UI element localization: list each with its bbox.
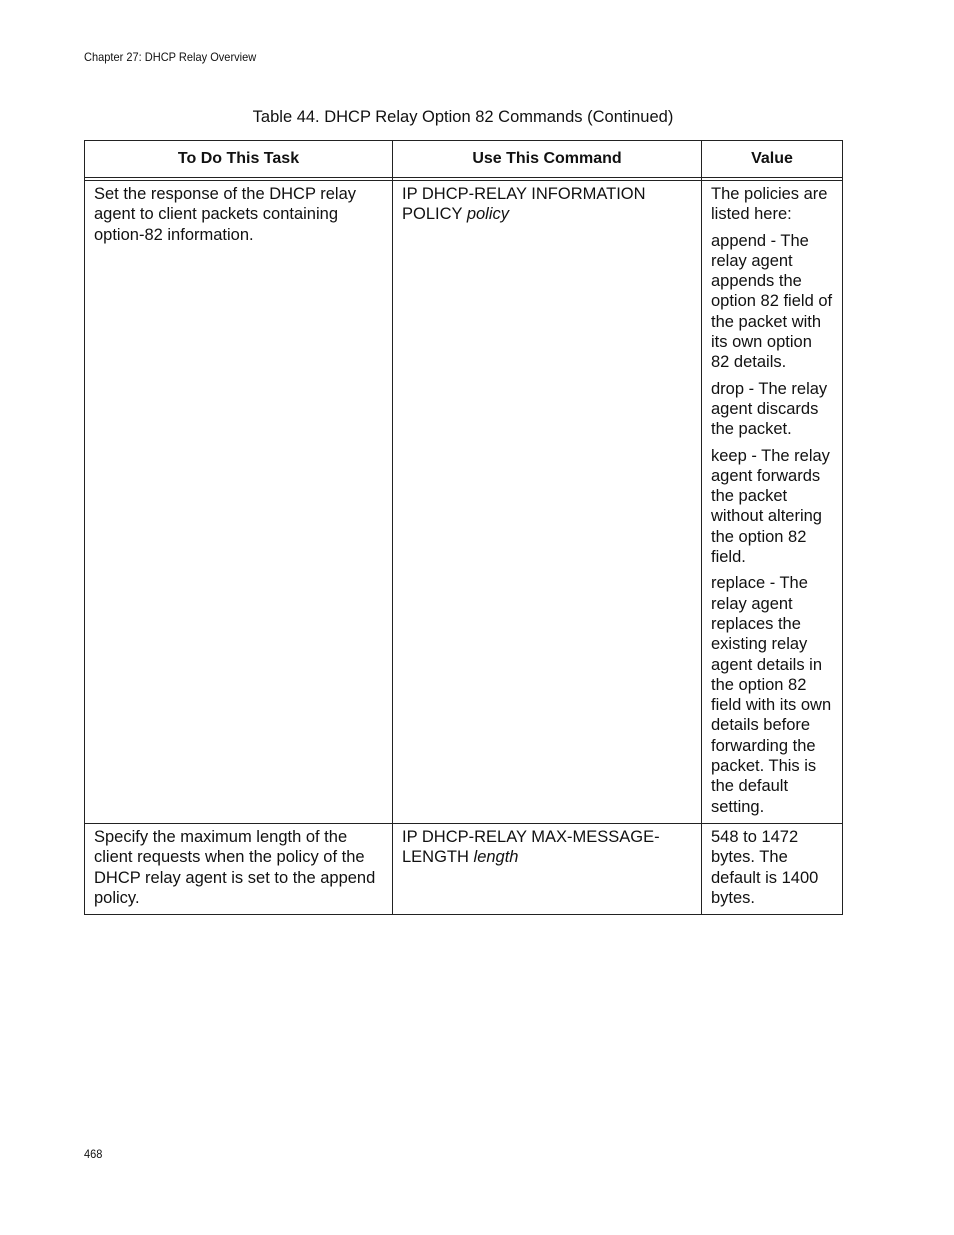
value-cell — [702, 181, 843, 824]
task-text: Specify the maximum length of the client requests when the policy of the DHCP relay agent is set to the append policy. — [94, 827, 376, 907]
column-header-value: Value — [702, 141, 843, 178]
column-header-task: To Do This Task — [85, 141, 393, 178]
table-row — [85, 181, 843, 824]
table-caption: Table 44. DHCP Relay Option 82 Commands (Continued) — [252, 108, 674, 126]
command-text: IP DHCP-RELAY INFORMATION POLICY — [402, 185, 646, 224]
page-number: 468 — [84, 1147, 103, 1161]
column-header-command: Use This Command — [393, 141, 702, 178]
command-argument: length — [473, 848, 519, 867]
running-header: Chapter 27: DHCP Relay Overview — [84, 50, 257, 64]
task-cell — [85, 823, 393, 914]
task-cell — [85, 181, 393, 824]
commands-table — [84, 140, 843, 915]
value-policy-drop: drop - The relay agent discards the packet. — [711, 379, 828, 439]
command-cell — [393, 823, 702, 914]
value-policy-keep: keep - The relay agent forwards the packet without altering the option 82 field. — [711, 446, 830, 567]
table-header-row — [85, 141, 843, 178]
value-cell — [702, 823, 843, 914]
command-text: IP DHCP-RELAY MAX-MESSAGE-LENGTH — [402, 827, 660, 867]
value-range: 548 to 1472 bytes. The default is 1400 bytes. — [711, 827, 819, 907]
value-policy-replace: replace - The relay agent replaces the existing relay agent details in the option 82 field with its own details before forwarding the packet. This is the default setting. — [711, 574, 832, 816]
command-argument: policy — [466, 205, 510, 224]
command-cell — [393, 181, 702, 824]
task-text: Set the response of the DHCP relay agent to client packets containing option-82 information. — [94, 185, 357, 244]
value-intro: The policies are listed here: — [711, 185, 828, 224]
value-policy-append: append - The relay agent appends the option 82 field of the packet with its own option 82 details. — [711, 231, 833, 372]
table-row — [85, 823, 843, 914]
